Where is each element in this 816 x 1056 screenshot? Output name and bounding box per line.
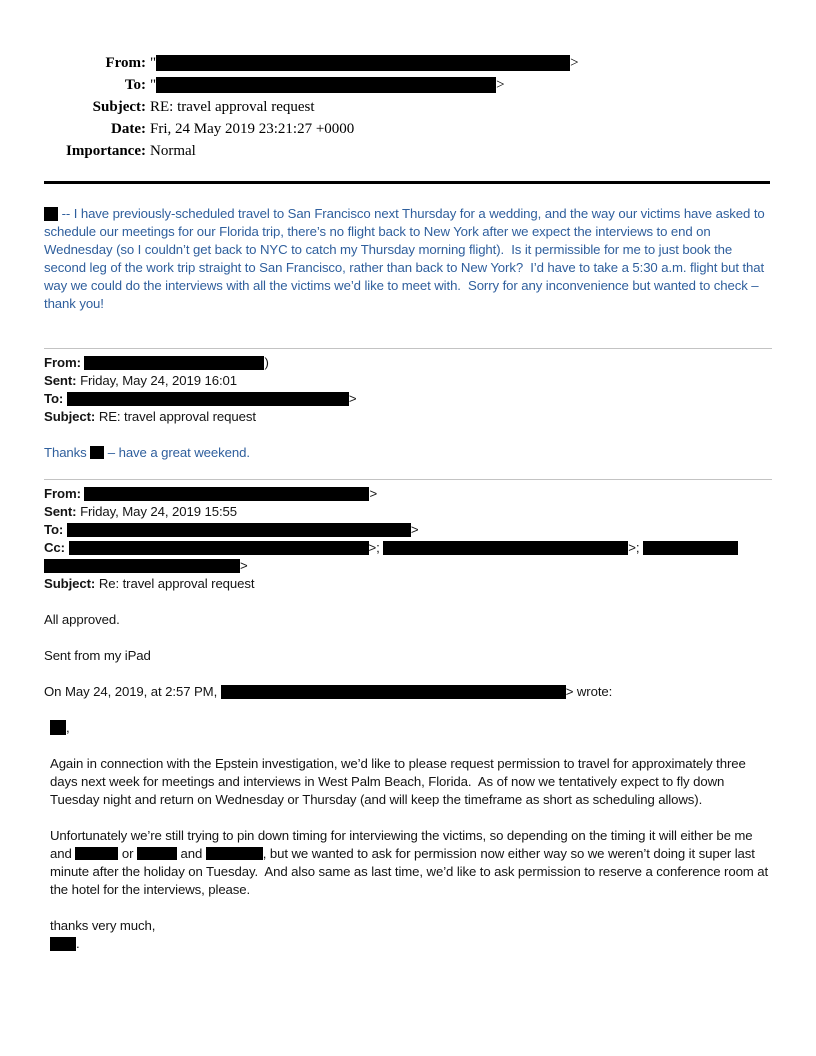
q1-sent-value: Friday, May 24, 2019 16:01: [80, 373, 238, 388]
redaction-bar: [84, 356, 264, 370]
angle-bracket: >: [410, 522, 419, 537]
header-field-date: [44, 118, 772, 140]
redaction-bar: [44, 207, 58, 221]
q2-sent-label: Sent:: [44, 504, 77, 519]
header-field-subject: [44, 96, 772, 118]
thanks-text-after: – have a great weekend.: [104, 445, 250, 460]
redaction-bar: [156, 55, 570, 71]
q2-subject-label: Subject:: [44, 576, 96, 591]
q2-from-row: [44, 485, 772, 503]
angle-bracket: >: [369, 486, 378, 501]
redaction-bar: [156, 77, 496, 93]
angle-bracket: >: [240, 558, 248, 573]
q2-sent-value: Friday, May 24, 2019 15:55: [80, 504, 238, 519]
q2-sent-row: [44, 503, 772, 521]
redaction-bar: [50, 720, 66, 735]
redaction-bar: [206, 847, 263, 860]
closing-line: thanks very much,: [50, 918, 156, 933]
q1-from-label: From:: [44, 355, 81, 370]
q1-from-row: [44, 354, 772, 372]
redaction-bar: [69, 541, 369, 555]
salutation-comma: ,: [66, 720, 70, 735]
angle-bracket: >: [348, 391, 357, 406]
q1-to-row: [44, 390, 772, 408]
header-field-importance: [44, 140, 772, 162]
header-divider-rule: [44, 181, 770, 184]
q1-subject-value: RE: travel approval request: [98, 409, 256, 424]
q1-subject-row: [44, 408, 772, 426]
quote-char: ": [150, 77, 157, 93]
cc-separator: >;: [368, 540, 384, 555]
email-header: [44, 52, 772, 162]
approved-line: All approved.: [44, 612, 120, 627]
para2-text-3: and: [176, 846, 206, 861]
q2-subject-row: [44, 575, 772, 593]
header-value-importance: Normal: [150, 143, 196, 159]
q2-to-label: To:: [44, 522, 64, 537]
redaction-bar: [84, 487, 369, 501]
header-label-date: Date:: [111, 121, 146, 137]
header-label-importance: Importance:: [66, 143, 146, 159]
q2-subject-value: Re: travel approval request: [98, 576, 255, 591]
q1-sent-label: Sent:: [44, 373, 77, 388]
redaction-bar: [50, 937, 76, 951]
cc-separator: >;: [628, 540, 643, 555]
redaction-bar: [67, 392, 349, 406]
header-field-from: [44, 52, 772, 74]
q1-to-label: To:: [44, 391, 64, 406]
sent-from-ipad-line: Sent from my iPad: [44, 648, 151, 663]
quote-intro-line: [44, 683, 772, 701]
para2-text-4: , but we wanted to ask for permission now either way so we weren’t doing it super last minute after the holiday on Tuesday. And also same as last time, we’d like to ask permission to reserve a conference room at the hotel for the interviews, please.: [50, 846, 772, 897]
q1-sent-row: [44, 372, 772, 390]
thanks-line: [44, 444, 772, 462]
redaction-bar: [75, 847, 118, 860]
header-label-to: To:: [124, 77, 146, 93]
para2-text-2: or: [118, 846, 137, 861]
redaction-bar: [137, 847, 177, 860]
header-value-from: [146, 52, 579, 74]
quote-char: ": [150, 55, 157, 71]
quote-intro-suffix: > wrote:: [565, 684, 613, 699]
quoted-header-2: [44, 480, 772, 593]
redaction-bar: [90, 446, 104, 459]
redaction-bar: [643, 541, 738, 555]
header-field-to: [44, 74, 772, 96]
quoted-message-body: [50, 719, 772, 953]
redaction-bar: [221, 685, 566, 699]
reply-text: -- I have previously-scheduled travel to San Francisco next Thursday for a wedding, and the way our victims have asked to schedule our meetings for our Florida trip, there’s no flight back to New York after we expect the interviews to end on Wednesday (so I couldn’t get back to NYC to catch my Thursday morning flight). Is it permissible for me to just book the second leg of the work trip straight to San Francisco, rather than back to New York? I’d have to take a 5:30 a.m. flight but that way we could do the interviews with all the victims we’d like to meet with. Sorry for any inconvenience but wanted to check – thank you!: [44, 206, 769, 311]
angle-bracket: >: [496, 77, 505, 93]
q2-cc-row: [44, 539, 772, 575]
header-value-date: Fri, 24 May 2019 23:21:27 +0000: [150, 121, 355, 137]
header-label-subject: Subject:: [92, 99, 146, 115]
quoted-header-1: [44, 349, 772, 426]
header-value-subject: RE: travel approval request: [150, 99, 315, 115]
redaction-bar: [383, 541, 628, 555]
redaction-bar: [44, 559, 240, 573]
signature-period: .: [76, 936, 80, 951]
salutation-line: [50, 719, 772, 737]
q2-from-label: From:: [44, 486, 81, 501]
quote-intro-text: On May 24, 2019, at 2:57 PM,: [44, 684, 221, 699]
para2-text-1: Unfortunately we’re still trying to pin down timing for interviewing the victims, so depending on the timing it will either be me and: [50, 828, 757, 861]
header-label-from: From:: [105, 55, 146, 71]
request-paragraph-1: Again in connection with the Epstein investigation, we’d like to please request permission to travel for approximately three days next week for meetings and interviews in West Palm Beach, Florida. As of now we tentatively expect to fly down Tuesday night and return on Wednesday or Thursday (and will keep the timeframe as short as scheduling allows).: [50, 756, 750, 807]
q2-cc-label: Cc:: [44, 540, 65, 555]
thanks-text-before: Thanks: [44, 445, 91, 460]
q2-to-row: [44, 521, 772, 539]
reply-paragraph: [44, 205, 772, 313]
redaction-bar: [67, 523, 411, 537]
header-value-to: [146, 74, 505, 96]
closing-block: [50, 917, 772, 953]
q1-subject-label: Subject:: [44, 409, 96, 424]
angle-bracket: >: [570, 55, 579, 71]
request-paragraph-2: [50, 827, 772, 899]
paren-char: ): [264, 355, 269, 370]
